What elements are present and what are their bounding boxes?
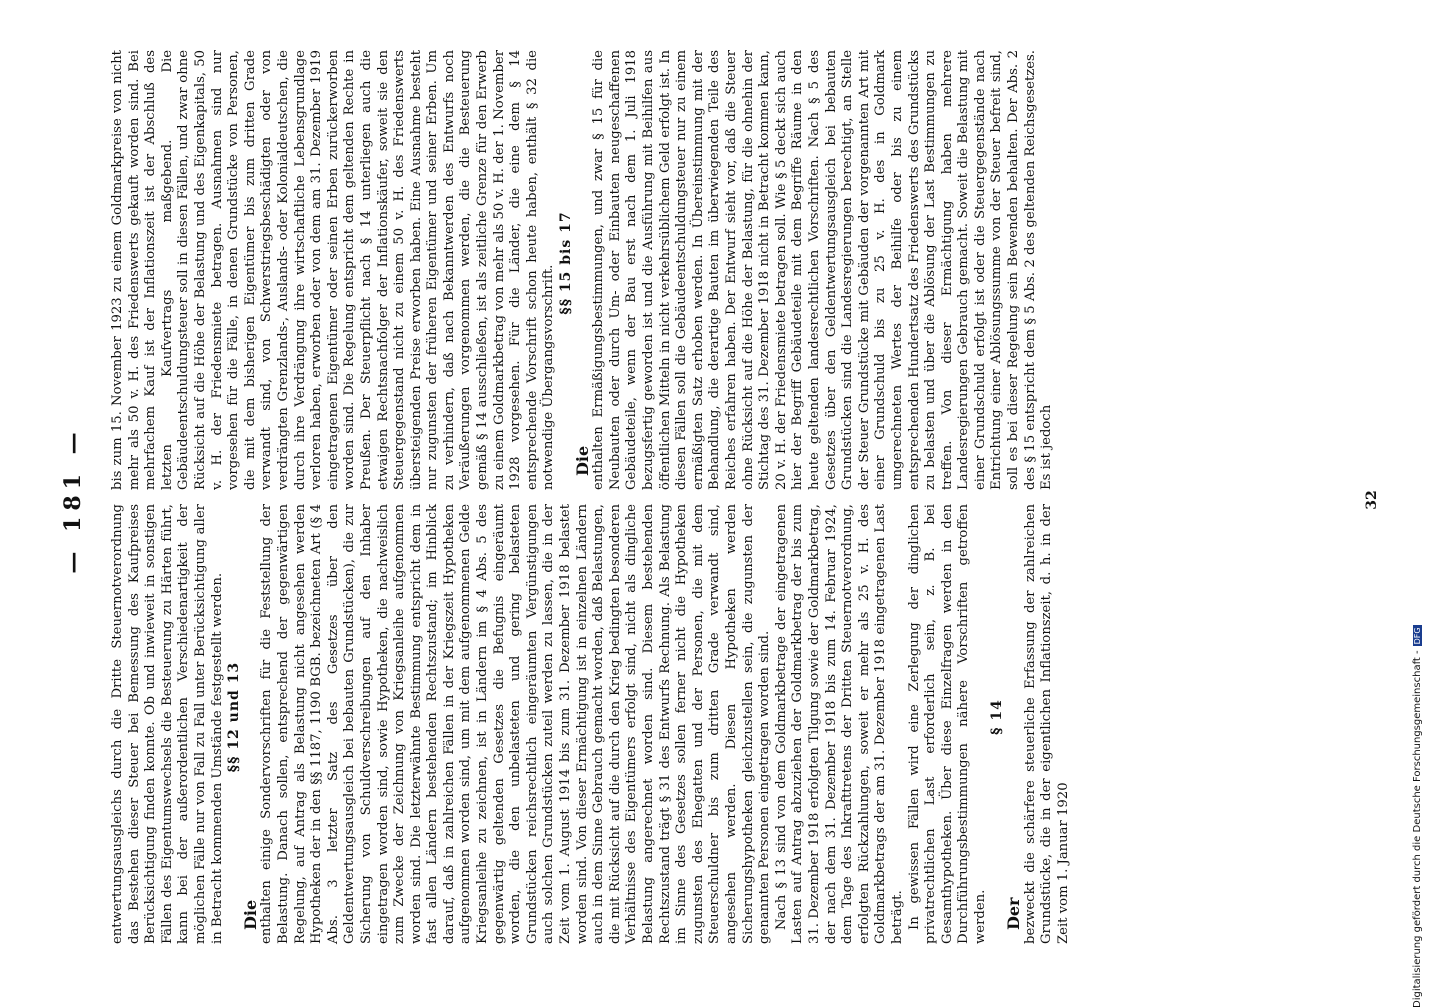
paragraph: enthalten einige Sondervorschriften für die Feststellung der Belastung. Danach sollen, entsprechend der gegenwärtigen Regelung, auf Antrag als Belastung nicht angesehen werden Hypotheken der in den §§ 1187, 1190 BGB. bezeichneten Art (§ 4 Abs. 3 letzter Satz des Gesetzes über den Geldentwertungsausgleich bei bebauten Grundstücken), die zur Sicherung von Schuldverschreibungen auf den Inhaber eingetragen worden sind, sowie Hypotheken, die nachweislich zum Zwecke der Zeichnung von Kriegsanleihe aufgenommen worden sind. Die letzterwähnte Bestimmung entspricht dem in fast allen Ländern bestehenden Rechtszustand; im Hinblick darauf, daß in zahlreichen Fällen in der Kriegszeit Hypotheken aufgenommen worden sind, um mit dem aufgenommenen Gelde Kriegsanleihe zu zeichnen, ist in Ländern im § 4 Abs. 5 des gegenwärtig geltenden Gesetzes die Befugnis eingeräumt worden, die den unbelasteten und gering belasteten Grundstücken reichsrechtlich eingeräumten Vergünstigungen auch solchen Grundstücken zuteil werden zu lassen, die in der Zeit vom 1. August 1914 bis zum 31. Dezember 1918 belastet worden sind. Von dieser Ermächtigung ist in einzelnen Ländern auch in dem Sinne Gebrauch gemacht worden, daß Belastungen, die mit Rücksicht auf die durch den Krieg bedingten besonderen Verhältnisse des Eigentümers erfolgt sind, nicht als dingliche Belastung angerechnet worden sind. Diesem bestehenden Rechtszustand trägt § 31 des Entwurfs Rechnung. Als Belastung im Sinne des Gesetzes sollen ferner nicht die Hypotheken zugunsten des Ehegatten und der Personen, die mit dem Steuerschuldner bis zum dritten Grade verwandt sind, angesehen werden. Diesen Hypotheken werden Sicherungshypotheken gleichzustellen sein, die zugunsten der genannten Personen eingetragen worden sind.	[259, 504, 773, 944]
paragraph: enthalten Ermäßigungsbestimmungen, und zwar § 15 für die Neubauten oder durch Um- oder Einbauten neugeschaffenen Gebäudeteile, wenn der Bau erst nach dem 1. Juli 1918 bezugsfertig geworden ist und die Ausführung mit Beihilfen aus öffentlichen Mitteln in nicht verkehrsüblichem Geld erfolgt ist. In diesen Fällen soll die Gebäudeentschuldungsteuer nur zu einem ermäßigten Satz erhoben werden. In Übereinstimmung mit der Behandlung, die derartige Bauten im überwiegenden Teile des Reiches erfahren haben. Der Entwurf sieht vor, daß die Steuer ohne Rücksicht auf die Höhe der Belastung, für die ohnehin der Stichtag des 31. Dezember 1918 nicht in Betracht kommen kann, 20 v. H. der Friedensmiete betragen soll. Wie § 5 deckt sich auch hier der Begriff Gebäudeteile mit dem Begriffe Räume in den heute geltenden landesrechtlichen Vorschriften. Nach § 5 des Gesetzes über den Geldentwertungsausgleich bei bebauten Grundstücken sind die Landesregierungen berechtigt, an Stelle der Steuer Grundstücke mit Gebäuden der vorgenannten Art mit einer Grundschuld bis zu 25 v. H. des in Goldmark umgerechneten Wertes der Beihilfe oder bis zu einem entsprechenden Hundertsatz des Friedenswerts des Grundstücks zu belasten und über die Ablösung der Last Bestimmungen zu treffen. Von dieser Ermächtigung haben mehrere Landesregierungen Gebrauch gemacht. Soweit die Belastung mit einer Grundschuld erfolgt ist oder die Steuergegenstände nach Entrichtung einer Ablösungssumme von der Steuer befreit sind, soll es bei dieser Regelung sein Bewenden behalten. Der Abs. 2 des § 15 entspricht dem § 5 Abs. 2 des geltenden Reichsgesetzes. Es ist jedoch	[591, 50, 1055, 490]
dfg-badge: DFG	[1413, 627, 1422, 645]
lead-word: Die	[572, 445, 592, 476]
signature-mark: 32	[1364, 490, 1380, 510]
left-column	[110, 504, 1072, 944]
section-heading: §§ 15 bis 17	[558, 211, 575, 315]
lead-word: Der	[1004, 897, 1024, 930]
digitization-credit	[1412, 8, 1423, 1008]
right-column	[110, 50, 1056, 490]
paragraph: entwertungsausgleichs durch die Dritte Steuernotverordnung das Bestehen dieser Steuer bei Bemessung des Kaufpreises Berücksichtigung finden konnte. Ob und inwieweit in sonstigen Fällen des Eigentumswechsels die Besteuerung zu Härten führt, kann bei der außerordentlichen Verschiedenartigkeit der möglichen Fälle nur von Fall zu Fall unter Berücksichtigung aller in Betracht kommenden Umstände festgestellt werden.	[110, 504, 225, 944]
section-heading: § 14	[989, 699, 1006, 735]
credit-text: Digitalisierung gefördert durch die Deutsche Forschungsgemeinschaft -	[1412, 650, 1423, 1008]
paragraph: bis zum 15. November 1923 zu einem Goldmarkpreise von nicht mehr als 50 v. H. des Friedenswerts gekauft worden sind. Bei mehrfachem Kauf ist der Inflationszeit ist der Abschluß des letzten Kaufvertrags maßgebend. Die Gebäudeentschuldungsteuer soll in diesen Fällen, und zwar ohne Rücksicht auf die Höhe der Belastung und des Eigenkapitals, 50 v. H. der Friedensmiete betragen. Ausnahmen sind nur vorgesehen für die Fälle, in denen Grundstücke von Personen, die mit dem bisherigen Eigentümer bis zum dritten Grade verwandt sind, von Schwerstriegsbeschädigten oder von verdrängten Grenzlands-, Auslands- oder Kolonialdeutschen, die durch ihre Verdrängung ihre wirtschaftliche Lebensgrundlage verloren haben, erworben oder von dem am 31. Dezember 1919 eingetragenen Eigentümer oder seinen Erben zurückerworben worden sind. Die Regelung entspricht dem geltenden Rechte in Preußen. Der Steuerpflicht nach § 14 unterliegen auch die etwaigen Rechtsnachfolger der Inflationskäufer, soweit sie den Steuergegenstand nicht zu einem 50 v. H. des Friedenswerts übersteigenden Preise erworben haben. Eine Ausnahme besteht nur zugunsten der früheren Eigentümer und seiner Erben. Um zu verhindern, daß nach Bekanntwerden des Entwurfs noch Veräußerungen vorgenommen werden, die die Besteuerung gemäß § 14 ausschließen, ist als zeitliche Grenze für den Erwerb zu einem Goldmarkbetrag von mehr als 50 v. H. der 1. November 1928 vorgesehen. Für die Länder, die eine dem § 14 entsprechende Vorschrift schon heute haben, enthält § 32 die notwendige Übergangsvorschrift.	[110, 50, 557, 490]
page-number: — 181 —	[60, 426, 86, 574]
lead-word: Die	[240, 899, 260, 930]
paragraph: bezweckt die schärfere steuerliche Erfassung der zahlreichen Grundstücke, die in der eigentlichen Inflationszeit, d. h. in der Zeit vom 1. Januar 1920	[1022, 504, 1071, 944]
section-heading: §§ 12 und 13	[226, 661, 243, 773]
paragraph: Nach § 13 sind von dem Goldmarkbetrage der eingetragenen Lasten auf Antrag abzuziehen der Goldmarkbetrag der bis zum 31. Dezember 1918 erfolgten Tilgung sowie der Goldmarkbetrag, der nach dem 31. Dezember 1918 bis zum 14. Februar 1924, dem Tage des Inkrafttretens der Dritten Steuernotverordnung, erfolgten Rückzahlungen, soweit er mehr als 25 v. H. des Goldmarkbetrags der am 31. Dezember 1918 eingetragenen Last beträgt.	[773, 504, 905, 944]
paragraph: In gewissen Fällen wird eine Zerlegung der dinglichen privatrechtlichen Last erforderlich sein, z. B. bei Gesamthypotheken. Über diese Einzelfragen werden in den Durchführungsbestimmungen nähere Vorschriften getroffen werden.	[906, 504, 988, 944]
